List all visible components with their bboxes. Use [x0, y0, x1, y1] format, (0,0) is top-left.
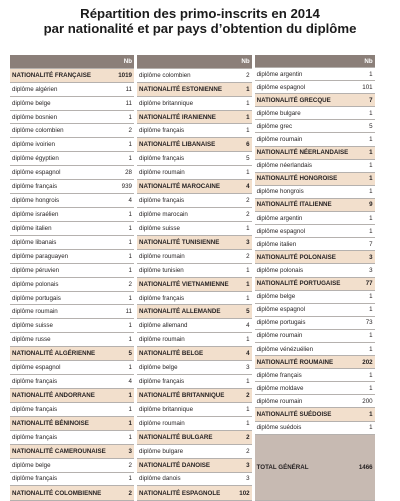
label-cell: diplôme argentin [255, 212, 352, 225]
count-cell: 1 [231, 82, 252, 96]
diploma-row [137, 319, 252, 333]
diploma-row [137, 152, 252, 166]
page-title [0, 6, 400, 36]
label-cell: diplôme roumain [137, 166, 231, 180]
count-cell: 5 [231, 152, 252, 166]
count-cell: 1 [352, 225, 375, 238]
count-cell: 101 [352, 81, 375, 94]
diploma-row [137, 416, 252, 430]
diploma-row [255, 212, 375, 225]
nationality-row [137, 389, 252, 403]
diploma-row [10, 82, 134, 96]
count-cell: 1 [352, 185, 375, 198]
label-cell: NATIONALITÉ ALGÉRIENNE [10, 347, 110, 361]
diploma-row [255, 421, 375, 434]
label-cell: diplôme argentin [255, 68, 352, 81]
diploma-row [255, 68, 375, 81]
diploma-row [255, 159, 375, 172]
label-cell: diplôme italien [10, 221, 110, 235]
label-cell: NATIONALITÉ ALLEMANDE [137, 305, 231, 319]
diploma-row [255, 316, 375, 329]
count-cell: 1 [352, 329, 375, 342]
diploma-row [10, 402, 134, 416]
diploma-row [137, 444, 252, 458]
nationality-row [137, 305, 252, 319]
label-cell: NATIONALITÉ IRANIENNE [137, 110, 231, 124]
count-cell: 1 [352, 382, 375, 395]
label-cell: diplôme bulgare [137, 444, 231, 458]
count-cell: 28 [110, 166, 134, 180]
count-cell: 4 [231, 180, 252, 194]
label-cell: NATIONALITÉ BELGE [137, 347, 231, 361]
count-cell: 77 [352, 277, 375, 290]
diploma-row [137, 208, 252, 222]
label-cell: diplôme belge [10, 96, 110, 110]
label-cell: diplôme roumain [255, 395, 352, 408]
label-cell: diplôme roumain [137, 249, 231, 263]
count-cell: 1 [110, 291, 134, 305]
label-cell: diplôme français [137, 291, 231, 305]
label-cell: diplôme français [137, 124, 231, 138]
header-nb-cell: Nb [231, 55, 252, 68]
nationality-row [255, 408, 375, 421]
count-cell: 1 [231, 402, 252, 416]
label-cell: diplôme roumain [137, 416, 231, 430]
diploma-row [10, 291, 134, 305]
label-cell: diplôme espagnol [255, 81, 352, 94]
label-cell: diplôme libanais [10, 235, 110, 249]
diploma-row [10, 152, 134, 166]
label-cell: diplôme allemand [137, 319, 231, 333]
label-cell: diplôme suisse [137, 221, 231, 235]
label-cell: diplôme belge [10, 458, 110, 472]
table-header-row [255, 55, 375, 68]
nationality-row [137, 277, 252, 291]
label-cell: diplôme polonais [255, 264, 352, 277]
label-cell: diplôme colombien [137, 68, 231, 82]
label-cell: diplôme roumain [10, 305, 110, 319]
nationality-row [137, 110, 252, 124]
nationality-row [255, 251, 375, 264]
diploma-row [10, 110, 134, 124]
label-cell: diplôme roumain [255, 329, 352, 342]
label-cell: diplôme belge [137, 361, 231, 375]
nationality-row [10, 389, 134, 403]
diploma-row [255, 133, 375, 146]
count-cell: 1 [110, 402, 134, 416]
count-cell: 11 [110, 82, 134, 96]
diploma-row [255, 342, 375, 355]
nationality-row [10, 486, 134, 500]
count-cell: 1 [110, 208, 134, 222]
diploma-row [255, 290, 375, 303]
diploma-row [10, 194, 134, 208]
count-cell: 2 [231, 249, 252, 263]
nationality-row [255, 198, 375, 211]
nationality-row [255, 356, 375, 369]
nationality-row [10, 416, 134, 430]
count-cell: 2 [231, 208, 252, 222]
label-cell: diplôme britannique [137, 402, 231, 416]
label-cell: NATIONALITÉ SUÉDOISE [255, 408, 352, 421]
count-cell: 4 [231, 347, 252, 361]
diploma-row [10, 221, 134, 235]
label-cell: diplôme belge [255, 290, 352, 303]
count-cell: 1 [352, 303, 375, 316]
label-cell: NATIONALITÉ GRECQUE [255, 94, 352, 107]
header-nb-cell: Nb [110, 55, 134, 68]
count-cell: 2 [110, 277, 134, 291]
count-cell: 1 [352, 369, 375, 382]
count-cell: 1 [110, 389, 134, 403]
count-cell: 1 [231, 124, 252, 138]
count-cell: 1 [110, 152, 134, 166]
count-cell: 1019 [110, 68, 134, 82]
header-label-cell [10, 55, 110, 68]
count-cell: 1 [231, 291, 252, 305]
diploma-row [137, 472, 252, 486]
count-cell: 1 [231, 277, 252, 291]
diploma-row [10, 375, 134, 389]
label-cell: diplôme russe [10, 333, 110, 347]
label-cell: diplôme espagnol [10, 361, 110, 375]
count-cell: 3 [110, 444, 134, 458]
diploma-row [10, 124, 134, 138]
diploma-row [255, 382, 375, 395]
diploma-row [255, 329, 375, 342]
label-cell: TOTAL GÉNÉRAL [255, 434, 352, 500]
label-cell: diplôme paraguayen [10, 249, 110, 263]
label-cell: NATIONALITÉ FRANÇAISE [10, 68, 110, 82]
count-cell: 1 [352, 212, 375, 225]
count-cell: 1 [352, 408, 375, 421]
diploma-row [10, 180, 134, 194]
label-cell: diplôme bulgare [255, 107, 352, 120]
label-cell: diplôme espagnol [255, 225, 352, 238]
count-cell: 1 [352, 107, 375, 120]
label-cell: diplôme israélien [10, 208, 110, 222]
count-cell: 1 [231, 263, 252, 277]
label-cell: diplôme moldave [255, 382, 352, 395]
label-cell: NATIONALITÉ CAMEROUNAISE [10, 444, 110, 458]
diploma-row [10, 235, 134, 249]
diploma-row [137, 291, 252, 305]
count-cell: 1 [231, 333, 252, 347]
diploma-row [10, 138, 134, 152]
label-cell: diplôme français [10, 180, 110, 194]
count-cell: 1 [231, 375, 252, 389]
table-column-3 [255, 55, 375, 501]
count-cell: 1 [110, 221, 134, 235]
label-cell: diplôme danois [137, 472, 231, 486]
nationality-row [255, 172, 375, 185]
label-cell: diplôme français [255, 369, 352, 382]
diploma-row [137, 194, 252, 208]
diploma-row [255, 238, 375, 251]
label-cell: diplôme français [10, 402, 110, 416]
label-cell: NATIONALITÉ TUNISIENNE [137, 235, 231, 249]
count-cell: 3 [231, 361, 252, 375]
diploma-row [255, 225, 375, 238]
diploma-row [137, 124, 252, 138]
label-cell: diplôme britannique [137, 96, 231, 110]
diploma-row [137, 68, 252, 82]
count-cell: 2 [231, 444, 252, 458]
count-cell: 3 [231, 458, 252, 472]
nationality-row [255, 146, 375, 159]
count-cell: 1 [231, 221, 252, 235]
header-label-cell [255, 55, 352, 68]
nationality-row [10, 68, 134, 82]
label-cell: diplôme colombien [10, 124, 110, 138]
count-cell: 1 [110, 416, 134, 430]
diploma-row [137, 96, 252, 110]
label-cell: diplôme français [137, 152, 231, 166]
diploma-row [10, 333, 134, 347]
label-cell: diplôme français [10, 375, 110, 389]
diploma-row [10, 263, 134, 277]
label-cell: diplôme roumain [137, 333, 231, 347]
diploma-row [255, 369, 375, 382]
label-cell: diplôme français [10, 430, 110, 444]
label-cell: diplôme portugais [10, 291, 110, 305]
count-cell: 200 [352, 395, 375, 408]
label-cell: NATIONALITÉ MAROCAINE [137, 180, 231, 194]
nationality-row [255, 94, 375, 107]
label-cell: diplôme italien [255, 238, 352, 251]
count-cell: 2 [231, 430, 252, 444]
count-cell: 1 [110, 333, 134, 347]
label-cell: NATIONALITÉ ROUMAINE [255, 356, 352, 369]
diploma-row [137, 249, 252, 263]
count-cell: 1 [352, 68, 375, 81]
count-cell: 1 [352, 133, 375, 146]
count-cell: 1 [352, 342, 375, 355]
label-cell: diplôme algérien [10, 82, 110, 96]
total-row [255, 434, 375, 500]
diploma-row [10, 319, 134, 333]
label-cell: diplôme ivoirien [10, 138, 110, 152]
count-cell: 4 [110, 194, 134, 208]
label-cell: NATIONALITÉ ANDORRANE [10, 389, 110, 403]
count-cell: 1 [352, 421, 375, 434]
nationality-row [255, 277, 375, 290]
label-cell: diplôme tunisien [137, 263, 231, 277]
count-cell: 1 [110, 249, 134, 263]
label-cell: diplôme hongrois [255, 185, 352, 198]
diploma-row [255, 395, 375, 408]
diploma-row [10, 458, 134, 472]
diploma-row [137, 402, 252, 416]
count-cell: 4 [231, 319, 252, 333]
diploma-row [137, 361, 252, 375]
label-cell: diplôme polonais [10, 277, 110, 291]
count-cell: 5 [110, 347, 134, 361]
count-cell: 1 [352, 290, 375, 303]
count-cell: 1 [231, 110, 252, 124]
label-cell: NATIONALITÉ POLONAISE [255, 251, 352, 264]
header-nb-cell: Nb [352, 55, 375, 68]
count-cell: 3 [352, 251, 375, 264]
count-cell: 2 [110, 124, 134, 138]
label-cell: diplôme néerlandais [255, 159, 352, 172]
diploma-row [255, 185, 375, 198]
count-cell: 7 [352, 238, 375, 251]
diploma-row [255, 303, 375, 316]
title-line-2: par nationalité et par pays d’obtention du diplôme [43, 21, 357, 36]
diploma-row [137, 263, 252, 277]
label-cell: diplôme français [137, 194, 231, 208]
count-cell: 7 [352, 94, 375, 107]
label-cell: NATIONALITÉ ESPAGNOLE [137, 486, 231, 500]
count-cell: 1 [110, 430, 134, 444]
label-cell: diplôme bosnien [10, 110, 110, 124]
table-column-1 [10, 55, 134, 501]
title-line-1: Répartition des primo-inscrits en 2014 [80, 6, 320, 21]
label-cell: diplôme espagnol [10, 166, 110, 180]
label-cell: NATIONALITÉ PORTUGAISE [255, 277, 352, 290]
diploma-row [255, 264, 375, 277]
label-cell: diplôme espagnol [255, 303, 352, 316]
label-cell: NATIONALITÉ LIBANAISE [137, 138, 231, 152]
nationality-row [137, 486, 252, 500]
count-cell: 11 [110, 305, 134, 319]
diploma-row [255, 120, 375, 133]
header-label-cell [137, 55, 231, 68]
label-cell: NATIONALITÉ HONGROISE [255, 172, 352, 185]
diploma-row [10, 96, 134, 110]
nationality-row [137, 347, 252, 361]
diploma-row [10, 249, 134, 263]
count-cell: 5 [231, 305, 252, 319]
table-column-2 [137, 55, 252, 501]
count-cell: 2 [231, 68, 252, 82]
diploma-row [137, 333, 252, 347]
label-cell: diplôme roumain [255, 133, 352, 146]
label-cell: NATIONALITÉ NÉERLANDAISE [255, 146, 352, 159]
label-cell: NATIONALITÉ BRITANNIQUE [137, 389, 231, 403]
diploma-row [10, 277, 134, 291]
label-cell: diplôme marocain [137, 208, 231, 222]
nationality-row [137, 82, 252, 96]
count-cell: 1 [110, 472, 134, 486]
nationality-row [137, 180, 252, 194]
label-cell: NATIONALITÉ COLOMBIENNE [10, 486, 110, 500]
table-header-row [137, 55, 252, 68]
label-cell: NATIONALITÉ BÉNINOISE [10, 416, 110, 430]
count-cell: 1 [110, 138, 134, 152]
count-cell: 1 [231, 416, 252, 430]
label-cell: diplôme hongrois [10, 194, 110, 208]
count-cell: 9 [352, 198, 375, 211]
label-cell: diplôme suédois [255, 421, 352, 434]
diploma-row [10, 472, 134, 486]
count-cell: 2 [231, 389, 252, 403]
count-cell: 6 [231, 138, 252, 152]
nationality-row [10, 444, 134, 458]
nationality-row [137, 430, 252, 444]
tables-container [10, 55, 393, 501]
label-cell: diplôme français [10, 472, 110, 486]
table-header-row [10, 55, 134, 68]
count-cell: 5 [352, 120, 375, 133]
label-cell: diplôme portugais [255, 316, 352, 329]
nationality-row [137, 235, 252, 249]
diploma-row [10, 208, 134, 222]
nationality-row [137, 138, 252, 152]
label-cell: diplôme péruvien [10, 263, 110, 277]
nationality-row [137, 458, 252, 472]
count-cell: 1 [110, 110, 134, 124]
diploma-row [137, 166, 252, 180]
label-cell: diplôme suisse [10, 319, 110, 333]
count-cell: 73 [352, 316, 375, 329]
diploma-row [255, 81, 375, 94]
nationality-row [10, 347, 134, 361]
diploma-row [137, 221, 252, 235]
diploma-row [137, 375, 252, 389]
count-cell: 1466 [352, 434, 375, 500]
count-cell: 2 [231, 194, 252, 208]
count-cell: 4 [110, 375, 134, 389]
diploma-row [10, 430, 134, 444]
label-cell: NATIONALITÉ ITALIENNE [255, 198, 352, 211]
label-cell: diplôme vénézuélien [255, 342, 352, 355]
count-cell: 3 [231, 235, 252, 249]
count-cell: 3 [352, 264, 375, 277]
count-cell: 202 [352, 356, 375, 369]
diploma-row [255, 107, 375, 120]
count-cell: 1 [110, 263, 134, 277]
count-cell: 1 [231, 166, 252, 180]
count-cell: 2 [110, 486, 134, 500]
label-cell: NATIONALITÉ DANOISE [137, 458, 231, 472]
count-cell: 2 [110, 458, 134, 472]
label-cell: diplôme français [137, 375, 231, 389]
label-cell: NATIONALITÉ VIETNAMIENNE [137, 277, 231, 291]
label-cell: NATIONALITÉ ESTONIENNE [137, 82, 231, 96]
label-cell: diplôme égyptien [10, 152, 110, 166]
count-cell: 1 [110, 319, 134, 333]
label-cell: NATIONALITÉ BULGARE [137, 430, 231, 444]
count-cell: 11 [110, 96, 134, 110]
count-cell: 1 [352, 172, 375, 185]
count-cell: 3 [231, 472, 252, 486]
count-cell: 1 [231, 96, 252, 110]
count-cell: 102 [231, 486, 252, 500]
count-cell: 1 [352, 146, 375, 159]
diploma-row [10, 305, 134, 319]
label-cell: diplôme grec [255, 120, 352, 133]
diploma-row [10, 361, 134, 375]
count-cell: 1 [110, 361, 134, 375]
diploma-row [10, 166, 134, 180]
count-cell: 1 [110, 235, 134, 249]
count-cell: 1 [352, 159, 375, 172]
count-cell: 939 [110, 180, 134, 194]
